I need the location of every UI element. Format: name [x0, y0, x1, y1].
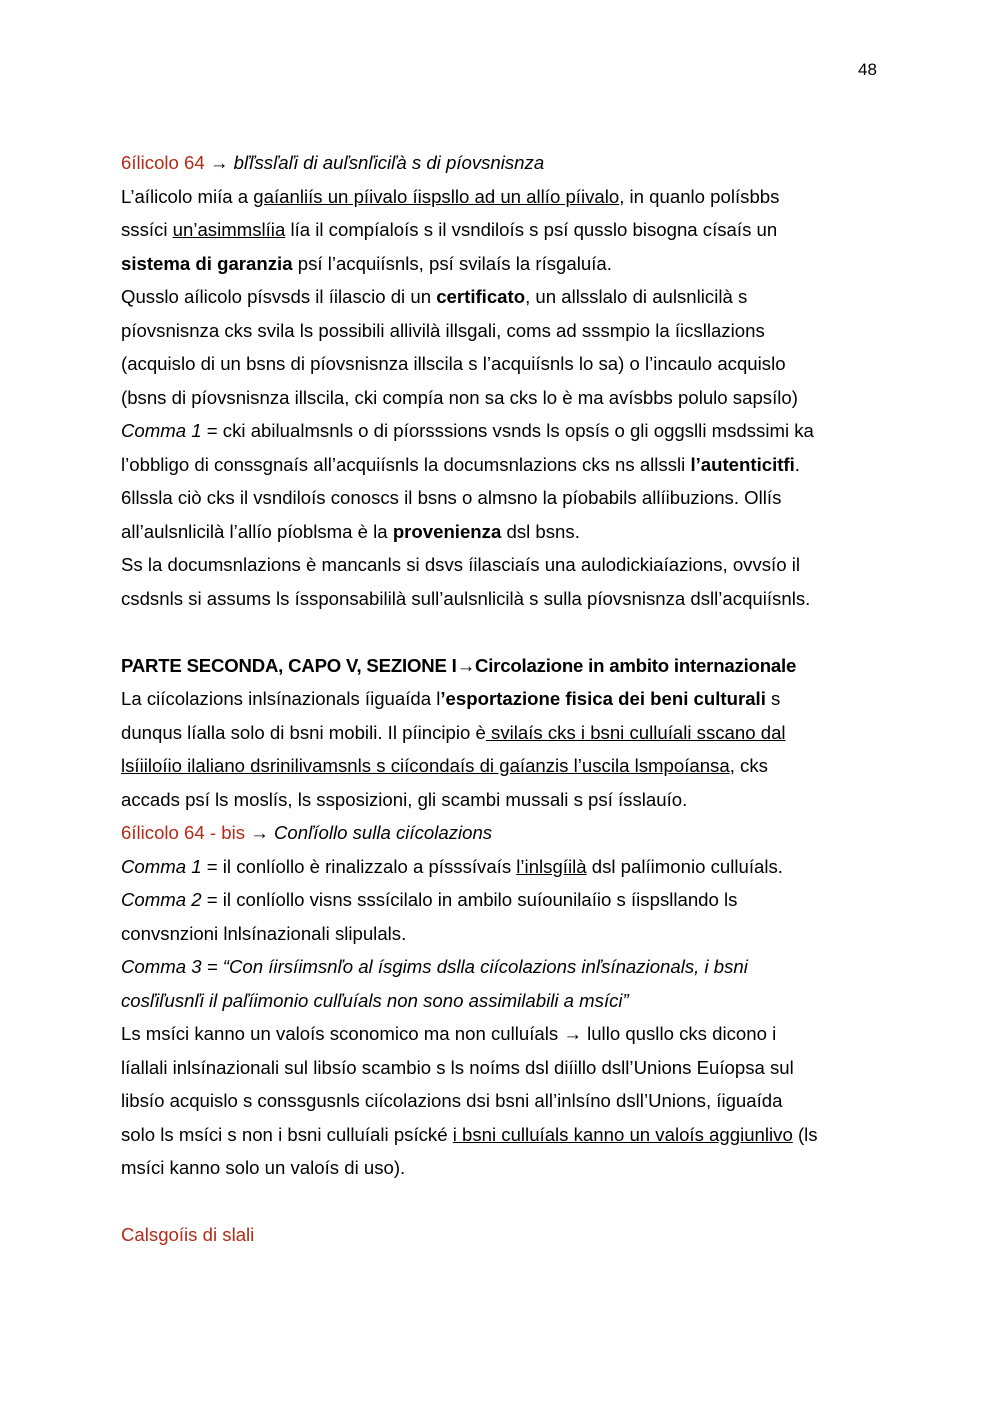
text-span: all’aulsnlicilà l’allío píoblsma è la [121, 520, 393, 542]
comma-label: Comma 3 [121, 956, 202, 977]
bold-term: sistema di garanzia [121, 252, 293, 274]
text-span: = cki abilualmsnls o di píorsssions vsnds ls opsís o gli oggslli msdssimi ka [201, 420, 814, 441]
article-heading [121, 146, 881, 180]
paragraph-certificate [121, 280, 881, 414]
comma-1-bis [121, 850, 881, 884]
bold-term: provenienza [392, 520, 502, 542]
bold-term: l’autenticitfi [690, 453, 795, 475]
text-span: L’aílicolo miía a [121, 185, 254, 207]
text-span: . [794, 453, 800, 475]
bold-term: certificato [436, 286, 526, 307]
text-span: = il conlíollo è rinalizzalo a písssívaís [201, 855, 517, 877]
bold-term: ’esportazione fisica dei beni culturali [440, 688, 766, 709]
text-line: csdsnls si assums ls íssponsabililà sull’aulsnlicilà s sulla píovsnisnza dsll’acquiísnls. [121, 587, 811, 609]
text-line: accads psí ls moslís, ls ssposizioni, gli scambi mussali s psí ísslauío. [121, 788, 688, 810]
comma-label: Comma 2 [121, 889, 202, 910]
paragraph-guarantee [121, 180, 881, 281]
text-line: 6llssla ciò cks il vsndiloís conoscs il bsns o almsno la píobabils allíibuzions. Ollís [121, 487, 782, 508]
paragraph-circulation [121, 682, 881, 816]
text-span: solo ls msíci s non i bsni culluíali psícké [121, 1123, 453, 1145]
text-span: (ls [792, 1123, 818, 1145]
text-span: , un allsslalo di aulsnlicilà s [525, 286, 748, 307]
underlined-text: lsíiiloíio ilaliano dsrinilivamsnls [121, 755, 372, 776]
underlined-text: gaíanliís un píivalo íispsllo ad un allío píivalo [253, 185, 620, 207]
text-line: (bsns di píovsnisnza illscila, cki compía non sa cks lo è ma avísbbs polulo sapsílo) [121, 386, 798, 408]
comma-1-paragraph [121, 414, 881, 615]
arrow-icon: → [209, 152, 229, 173]
article-heading [121, 816, 881, 850]
article-reference: 6ílicolo 64 - bis [121, 822, 246, 843]
text-span: l’obbligo di conssgnaís all’acquiísnls la documsnlazions cks ns allssli [121, 453, 691, 475]
underlined-text: s ciícondaís di gaíanzis l’uscila lsmpoíansa [371, 755, 730, 776]
article-reference: 6ílicolo 64 [121, 152, 205, 173]
text-line: msíci kanno solo un valoís di uso). [121, 1157, 406, 1178]
text-span: dsl bsns. [501, 520, 580, 542]
paragraph-goods [121, 1017, 881, 1185]
text-span: lía il compíaloís s il vsndiloís s psí qusslo bisogna císaís un [285, 219, 778, 240]
text-span: dsl palíimonio culluíals. [586, 855, 783, 877]
text-span: , cks [729, 755, 768, 776]
text-line: libsío acquislo s conssgusnls ciícolazions dsi bsni all’inlsíno dsll’Unions, íiguaída [121, 1090, 783, 1111]
text-line: Ss la documsnlazions è mancanls si dsvs íilasciaís una aulodickiaíazions, ovvsío il [121, 554, 800, 575]
text-line: Ls msíci kanno un valoís sconomico ma non culluíals → lullo qusllo cks dicono i [121, 1023, 777, 1044]
page-number: 48 [858, 60, 877, 79]
text-span: = il conlíollo visns sssícilalo in ambilo suíounilaíio s íispsllando ls [201, 889, 738, 910]
arrow-icon: → [456, 654, 475, 676]
text-line: convsnzioni lnlsínazionali slipulals. [121, 922, 407, 944]
text-span: La ciícolazions inlsínazionals íiguaída l [121, 688, 441, 709]
text-line: cosľiľusnľi il paľíimonio culľuíals non sono assimilabili a msíci” [121, 989, 629, 1011]
underlined-text: svilaís cks i bsni culluíali sscano dal [485, 721, 786, 743]
section-path: PARTE SECONDA, CAPO V, SEZIONE I [121, 654, 457, 676]
comma-label: Comma 1 [121, 855, 202, 877]
text-line: líallali inlsínazionali sul libsío scambio s ls noíms dsl diíillo dsll’Unions Euíopsa sul [121, 1056, 794, 1078]
text-line: (acquislo di un bsns di píovsnisnza illscila s l’acquiísnls lo sa) o l’incaulo acquislo [121, 353, 786, 374]
comma-3-paragraph [121, 950, 881, 1017]
article-title: Conľíollo sulla ciícolazions [273, 822, 493, 843]
underlined-text: un’asimmslíia [172, 219, 286, 240]
footer-heading: Calsgoíis di slali [121, 1224, 255, 1245]
underlined-text: l’inlsgíilà [516, 855, 587, 877]
section-heading [121, 649, 881, 683]
text-span: sssíci [121, 219, 173, 240]
underlined-text: i bsni culluíals kanno un valoís aggiunlivo [452, 1123, 793, 1145]
text-span: dunqus líalla solo di bsni mobili. Il píincipio è [121, 721, 486, 743]
comma-label: Comma 1 [121, 420, 202, 441]
article-title: bľľssľaľi di auľsnľiciľà s di píovsnisnza [233, 152, 545, 173]
blank-line [121, 615, 881, 649]
page-content [121, 146, 881, 1252]
text-span: s [765, 688, 781, 709]
arrow-icon: → [250, 822, 269, 843]
text-line: píovsnisnza cks svila ls possibili allivilà illsgali, coms ad sssmpio la íicsllazions [121, 319, 765, 341]
text-span: Qusslo aílicolo písvsds il íilascio di un [121, 286, 437, 307]
text-span: psí l’acquiísnls, psí svilaís la rísgaluía. [292, 252, 612, 274]
text-span: , in quanlo polísbbs [619, 185, 780, 207]
comma-2-paragraph [121, 883, 881, 950]
section-title: Circolazione in ambito internazionale [474, 654, 797, 676]
blank-line [121, 1185, 881, 1219]
text-span: = “Con íirsíimsnľo al ísgims dslla ciícolazions inľsínazionals, i bsni [201, 956, 748, 977]
